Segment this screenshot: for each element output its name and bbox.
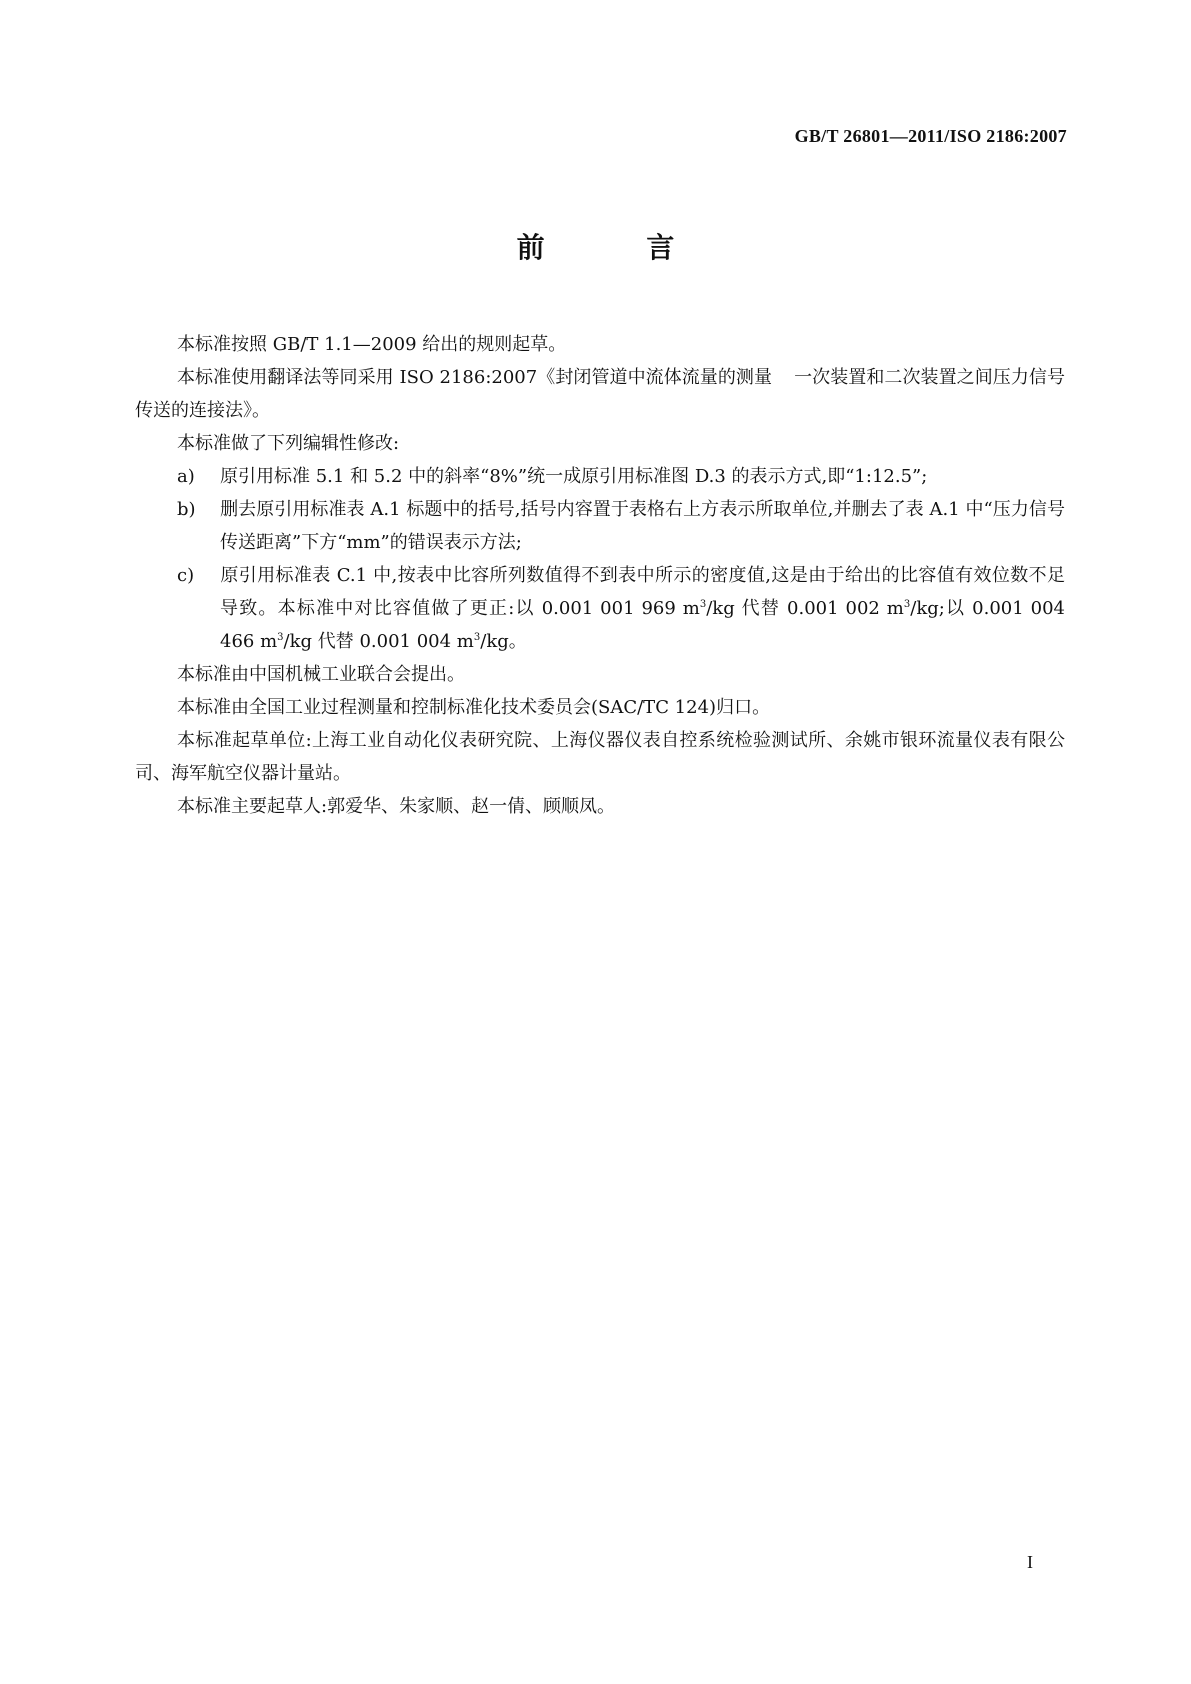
item-label-c: c) [177, 565, 195, 586]
superscript-3: 3 [473, 632, 481, 643]
modification-item-b [135, 493, 1065, 559]
page-number: I [1027, 1552, 1033, 1572]
item-label-b: b) [177, 499, 196, 520]
paragraph-drafters: 本标准主要起草人:郭爱华、朱家顺、赵一倩、顾顺凤。 [177, 796, 616, 817]
item-text-b: 删去原引用标准表 A.1 标题中的括号,括号内容置于表格右上方表示所取单位,并删去了表 A.1 中“压力信号传送距离”下方“mm”的错误表示方法; [220, 499, 1065, 553]
foreword-body [135, 328, 1065, 823]
paragraph-proposer: 本标准由中国机械工业联合会提出。 [177, 664, 465, 685]
item-text-c-2: /kg 代替 0.001 002 m [706, 598, 904, 619]
superscript-3: 3 [699, 599, 707, 610]
adoption-text-part2: 一次装置和二次装置之间压力信号传送的连接法》。 [135, 367, 1065, 421]
adoption-text-part1: 本标准使用翻译法等同采用 ISO 2186:2007《封闭管道中流体流量的测量 [177, 367, 773, 388]
item-text-c-1: 原引用标准表 C.1 中,按表中比容所列数值得不到表中所示的密度值,这是由于给出的比容值有效位数不足导致。本标准中对比容值做了更正:以 0.001 001 969 m [220, 565, 1065, 619]
superscript-3: 3 [903, 599, 911, 610]
paragraph-drafting-units: 本标准起草单位:上海工业自动化仪表研究院、上海仪器仪表自控系统检验测试所、余姚市银环流量仪表有限公司、海军航空仪器计量站。 [135, 730, 1065, 784]
page-title: 前 言 [516, 231, 721, 264]
paragraph-adoption [135, 361, 1065, 427]
modification-item-c [135, 559, 1065, 658]
item-label-a: a) [177, 466, 195, 487]
modification-item-a [135, 460, 1065, 493]
paragraph-drafting-rules: 本标准按照 GB/T 1.1—2009 给出的规则起草。 [177, 334, 567, 355]
superscript-3: 3 [277, 632, 284, 643]
item-text-a: 原引用标准 5.1 和 5.2 中的斜率“8%”统一成原引用标准图 D.3 的表示方式,即“1:12.5”; [220, 466, 928, 487]
item-text-c-4: /kg 代替 0.001 004 m [283, 631, 474, 652]
paragraph-modifications-intro: 本标准做了下列编辑性修改: [177, 433, 400, 454]
standard-code-header: GB/T 26801—2011/ISO 2186:2007 [794, 126, 1067, 146]
paragraph-committee: 本标准由全国工业过程测量和控制标准化技术委员会(SAC/TC 124)归口。 [177, 697, 771, 718]
item-text-c-5: /kg。 [480, 631, 527, 652]
item-text-c-3: /kg;以 0.001 004 466 m [220, 598, 1066, 652]
